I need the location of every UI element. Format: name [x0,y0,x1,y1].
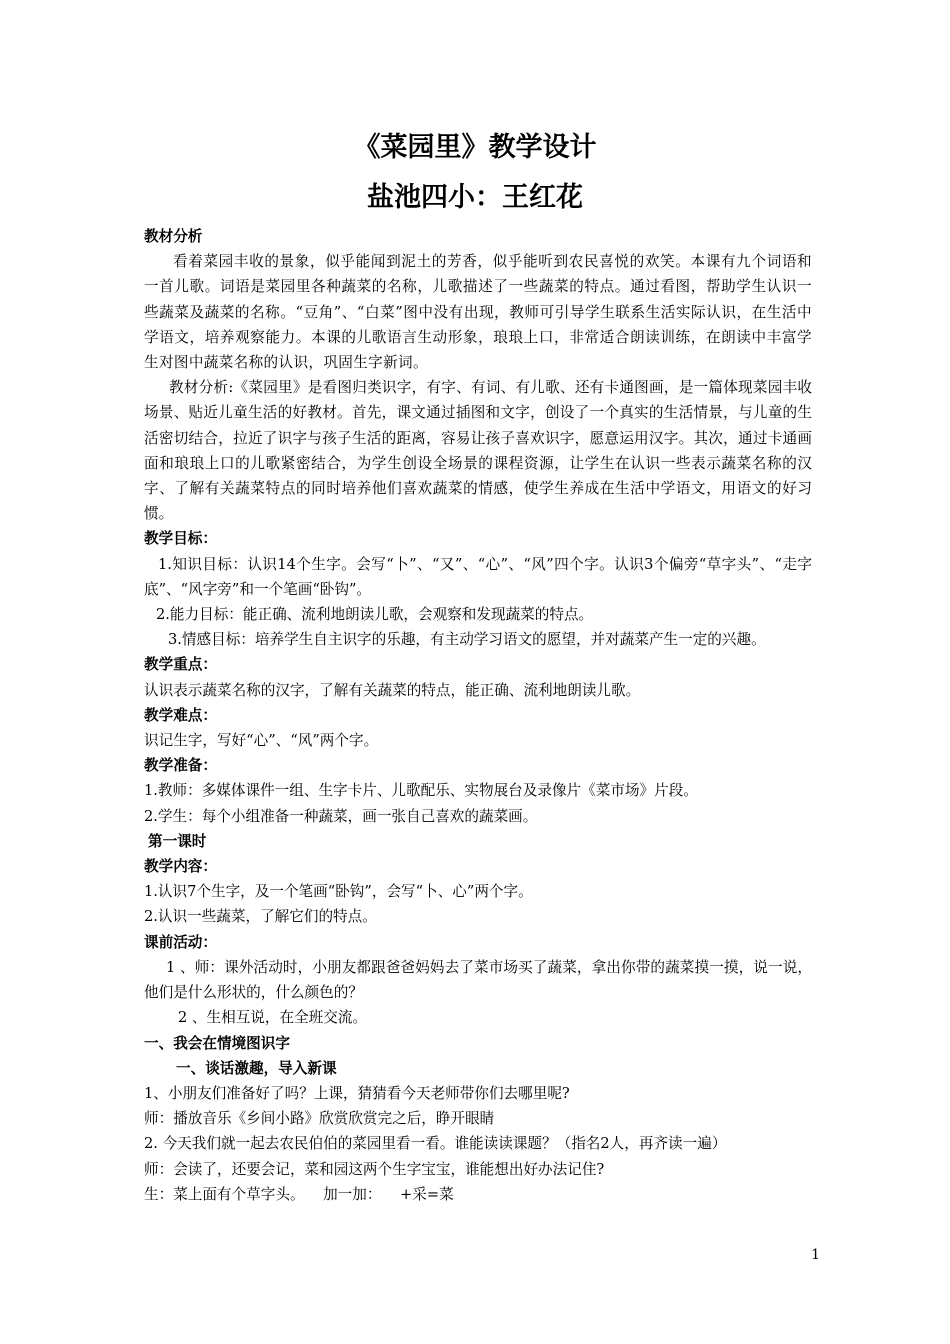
author-line: 盐池四小：王红花 [367,182,583,213]
list-item: 2.能力目标：能正确、流利地朗读儿歌，会观察和发现蔬菜的特点。 [156,606,594,624]
paragraph: 教材分析:《菜园里》是看图归类识字，有字、有词、有儿歌、还有卡通图画，是一篇体现菜园丰收场景、贴近儿童生活的好教材。首先，课文通过插图和文字，创设了一个真实的生活情景，与儿童的生活密切结合，拉近了识字与孩子生活的距离，容易让孩子喜欢识字，愿意运用汉字。其次，通过卡通画面和琅琅上口的儿歌紧密结合，为学生创设全场景的课程资源，让学生在认识一些表示蔬菜名称的汉字、了解有关蔬菜特点的同时培养他们喜欢蔬菜的情感，使学生养成在生活中学语文，用语文的好习惯。 [144,379,812,523]
list-item: 2 、生相互说，在全班交流。 [178,1009,368,1027]
section-heading: 教学目标： [144,530,217,548]
paragraph: 看着菜园丰收的景象，似乎能闻到泥土的芳香，似乎能听到农民喜悦的欢笑。本课有九个词语和一首儿歌。词语是菜园里各种蔬菜的名称，儿歌描述了一些蔬菜的特点。通过看图，帮助学生认识一些蔬菜及蔬菜的名称。“豆角”、“白菜”图中没有出现，教师可引导学生联系生活实际认识，在生活中学语文，培养观察能力。本课的儿歌语言生动形象，琅琅上口，非常适合朗读训练，在朗读中丰富学生对图中蔬菜名称的认识，巩固生字新词。 [144,253,812,372]
section-heading: 教学重点： [144,656,217,674]
list-item: 1.知识目标：认识14个生字。会写“卜”、“又”、“心”、“风”四个字。认识3个偏旁“草字头”、“走字底”、“风字旁”和一个笔画“卧钩”。 [144,555,812,598]
paragraph: 师：会读了，还要会记，菜和园这两个生字宝宝，谁能想出好办法记住? [144,1160,605,1178]
section-heading: 教学准备： [144,757,217,775]
list-item: 2.学生：每个小组准备一种蔬菜，画一张自己喜欢的蔬菜画。 [144,807,538,825]
section-heading: 课前活动： [144,933,217,951]
paragraph: 1、小朋友们准备好了吗？上课，猜猜看今天老师带你们去哪里呢? [144,1084,570,1102]
list-item: 2.认识一些蔬菜，了解它们的特点。 [144,908,377,926]
page-number: 1 [811,1247,820,1263]
section-heading: 教学内容： [144,858,217,876]
section-heading: 一、我会在情境图识字 [144,1034,290,1052]
paragraph: 师：播放音乐《乡间小路》欣赏欣赏完之后，睁开眼睛 [144,1110,495,1128]
lesson-heading: 第一课时 [148,832,207,850]
document-title: 《菜园里》教学设计 [353,132,597,163]
list-item: 3.情感目标：培养学生自主识字的乐趣，有主动学习语文的愿望，并对蔬菜产生一定的兴趣。 [168,631,766,649]
list-item: 1.教师：多媒体课件一组、生字卡片、儿歌配乐、实物展台及录像片《菜市场》片段。 [144,782,698,800]
list-item: 1 、师：课外活动时，小朋友都跟爸爸妈妈去了菜市场买了蔬菜，拿出你带的蔬菜摸一摸，说一说，他们是什么形状的，什么颜色的？ [144,958,812,1002]
paragraph: 生：菜上面有个草字头。 加一加： +采=菜 [144,1185,454,1203]
section-heading: 教学难点： [144,706,217,724]
list-item: 1.认识7个生字，及一个笔画“卧钩”，会写“卜、心”两个字。 [144,883,533,901]
paragraph: 2. 今天我们就一起去农民伯伯的菜园里看一看。谁能读读课题？（指名2人，再齐读一遍） [144,1135,727,1153]
paragraph: 识记生字，写好“心”、“风”两个字。 [144,732,379,750]
sub-heading: 一、谈话激趣，导入新课 [176,1059,337,1077]
section-heading: 教材分析 [144,228,203,245]
document-body [144,224,812,1207]
paragraph: 认识表示蔬菜名称的汉字，了解有关蔬菜的特点，能正确、流利地朗读儿歌。 [144,681,641,699]
